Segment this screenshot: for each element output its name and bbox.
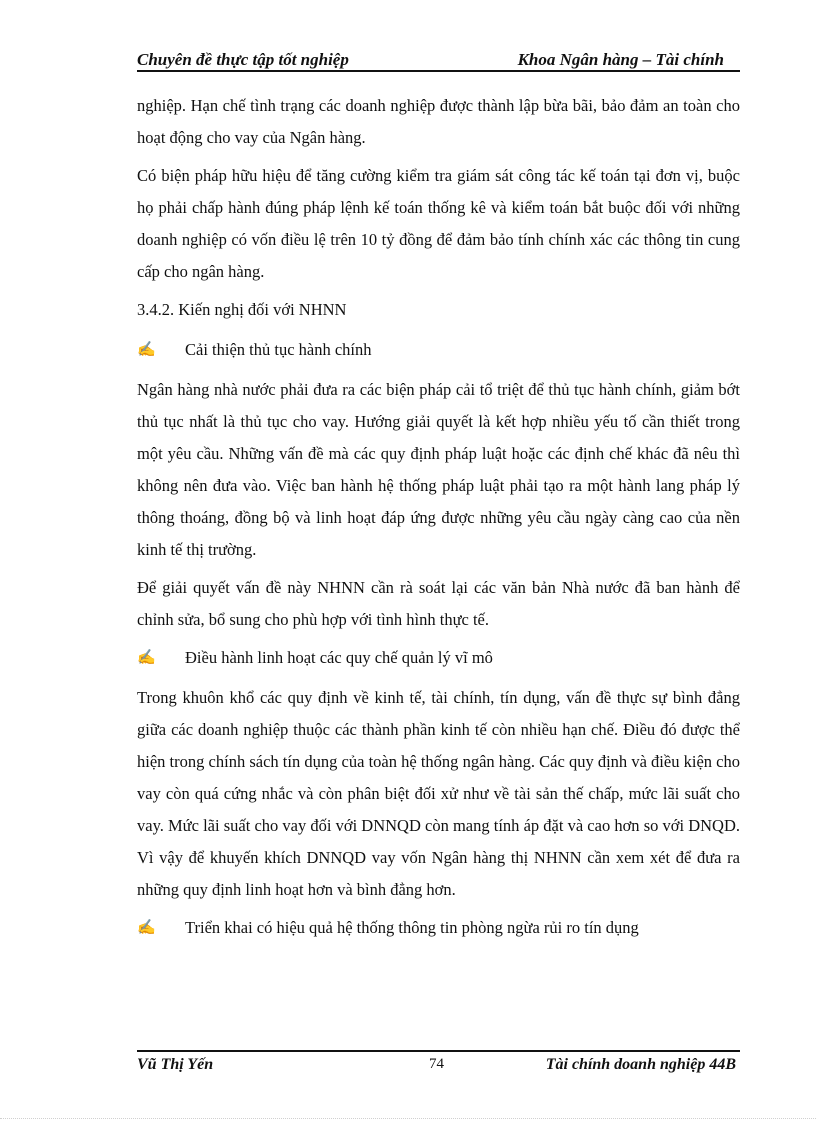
bullet-text: Điều hành linh hoạt các quy chế quản lý vĩ mô xyxy=(185,648,493,667)
writing-hand-icon: ✍ xyxy=(137,920,156,936)
bullet-item xyxy=(137,334,740,366)
footer-author: Vũ Thị Yến xyxy=(137,1056,214,1073)
page-body xyxy=(137,90,740,952)
paragraph: Trong khuôn khổ các quy định về kinh tế, tài chính, tín dụng, vấn đề thực sự bình đẳng giữa các doanh nghiệp thuộc các thành phần kinh tế còn nhiều hạn chế. Điều đó được thể hiện trong chính sách tín dụng của toàn hệ thống ngân hàng. Các quy định và điều kiện cho vay còn quá cứng nhắc và còn phân biệt đối xử như về tài sản thế chấp, mức lãi suất cho vay. Mức lãi suất cho vay đối với DNNQD còn mang tính áp đặt và cao hơn so với DNQD. Vì vậy để khuyến khích DNNQD vay vốn Ngân hàng thị NHNN cần xem xét để đưa ra những quy định linh hoạt hơn và bình đẳng hơn. xyxy=(137,688,740,899)
writing-hand-icon: ✍ xyxy=(137,650,156,666)
page-edge-divider xyxy=(0,1118,816,1119)
bullet-item xyxy=(137,912,740,944)
header-thesis-title: Chuyên đề thực tập tốt nghiệp xyxy=(137,50,349,69)
footer-class: Tài chính doanh nghiệp 44B xyxy=(545,1056,736,1073)
page-header xyxy=(137,48,740,72)
paragraph: Ngân hàng nhà nước phải đưa ra các biện pháp cải tổ triệt để thủ tục hành chính, giảm bớt thủ tục nhất là thủ tục cho vay. Hướng giải quyết là kết hợp nhiều yếu tố cần thiết trong một yêu cầu. Những vấn đề mà các quy định pháp luật hoặc các định chế khác đã nêu thì không nên đưa vào. Việc ban hành hệ thống pháp luật phải tạo ra một hành lang pháp lý thông thoáng, đồng bộ và linh hoạt đáp ứng được những yêu cầu ngày càng cao của nền kinh tế thị trường. xyxy=(137,380,740,559)
header-faculty: Khoa Ngân hàng – Tài chính xyxy=(517,50,724,69)
section-heading: 3.4.2. Kiến nghị đối với NHNN xyxy=(137,300,347,319)
page-footer xyxy=(137,1050,740,1078)
page-number: 74 xyxy=(429,1056,444,1072)
bullet-item xyxy=(137,642,740,674)
paragraph: nghiệp. Hạn chế tình trạng các doanh nghiệp được thành lập bừa bãi, bảo đảm an toàn cho hoạt động cho vay của Ngân hàng. xyxy=(137,96,740,147)
paragraph: Để giải quyết vấn đề này NHNN cần rà soát lại các văn bản Nhà nước đã ban hành để chỉnh sửa, bổ sung cho phù hợp với tình hình thực tế. xyxy=(137,578,740,629)
writing-hand-icon: ✍ xyxy=(137,342,156,358)
bullet-text: Triển khai có hiệu quả hệ thống thông tin phòng ngừa rủi ro tín dụng xyxy=(185,918,639,937)
bullet-text: Cải thiện thủ tục hành chính xyxy=(185,340,372,359)
paragraph: Có biện pháp hữu hiệu để tăng cường kiểm tra giám sát công tác kế toán tại đơn vị, buộc họ phải chấp hành đúng pháp lệnh kế toán thống kê và kiểm toán bắt buộc đối với những doanh nghiệp có vốn điều lệ trên 10 tỷ đồng để đảm bảo tính chính xác các thông tin cung cấp cho ngân hàng. xyxy=(137,166,740,281)
